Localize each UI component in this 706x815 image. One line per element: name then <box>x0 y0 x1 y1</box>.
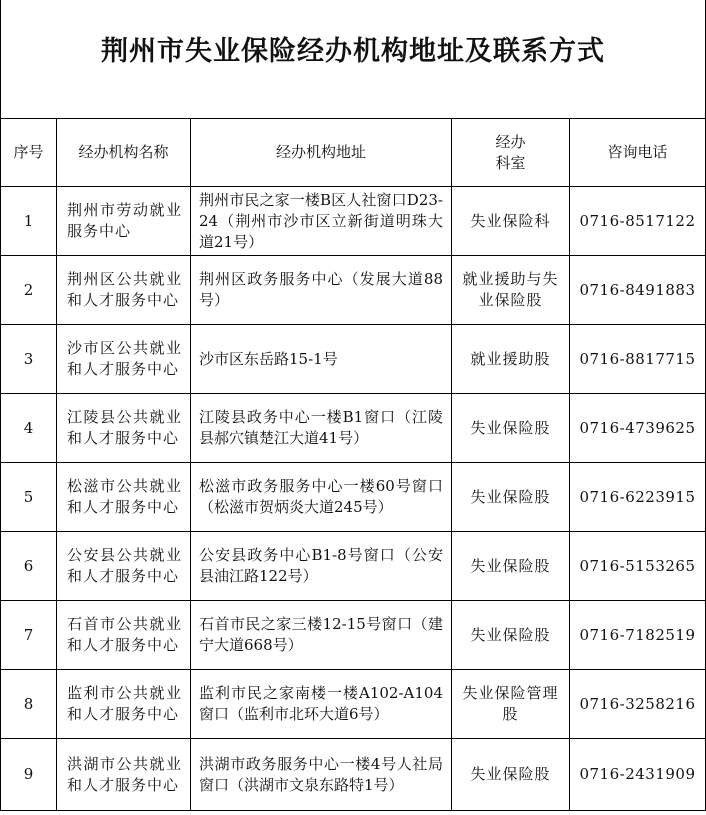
row-address: 洪湖市政务服务中心一楼4号人社局窗口（洪湖市文泉东路特1号） <box>191 739 452 811</box>
row-agency-name: 江陵县公共就业和人才服务中心 <box>57 394 191 463</box>
table-row <box>1 256 706 325</box>
row-phone: 0716-2431909 <box>570 739 706 811</box>
header-name: 经办机构名称 <box>57 119 191 187</box>
row-department: 失业保险管理股 <box>452 670 570 739</box>
row-seq: 7 <box>1 601 57 670</box>
table-header-row <box>1 119 706 187</box>
row-department: 失业保险股 <box>452 532 570 601</box>
row-agency-name: 公安县公共就业和人才服务中心 <box>57 532 191 601</box>
row-phone: 0716-5153265 <box>570 532 706 601</box>
header-dept-line2: 科室 <box>495 153 526 172</box>
row-phone: 0716-8517122 <box>570 187 706 256</box>
row-phone: 0716-8817715 <box>570 325 706 394</box>
row-seq: 2 <box>1 256 57 325</box>
table-row <box>1 463 706 532</box>
table-row <box>1 601 706 670</box>
table-row <box>1 325 706 394</box>
row-department: 失业保险股 <box>452 601 570 670</box>
header-dept <box>452 119 570 187</box>
table-row <box>1 394 706 463</box>
row-agency-name: 石首市公共就业和人才服务中心 <box>57 601 191 670</box>
table-row <box>1 739 706 811</box>
row-address: 石首市民之家三楼12-15号窗口（建宁大道668号） <box>191 601 452 670</box>
row-agency-name: 荆州区公共就业和人才服务中心 <box>57 256 191 325</box>
row-department: 失业保险股 <box>452 394 570 463</box>
row-address: 监利市民之家南楼一楼A102-A104窗口（监利市北环大道6号） <box>191 670 452 739</box>
row-agency-name: 洪湖市公共就业和人才服务中心 <box>57 739 191 811</box>
row-agency-name: 荆州市劳动就业服务中心 <box>57 187 191 256</box>
table-row <box>1 670 706 739</box>
agency-table <box>0 118 706 811</box>
row-department: 失业保险股 <box>452 739 570 811</box>
row-department: 就业援助与失业保险股 <box>452 256 570 325</box>
row-phone: 0716-6223915 <box>570 463 706 532</box>
row-phone: 0716-7182519 <box>570 601 706 670</box>
table-row <box>1 532 706 601</box>
row-seq: 1 <box>1 187 57 256</box>
row-department: 失业保险股 <box>452 463 570 532</box>
header-address: 经办机构地址 <box>191 119 452 187</box>
row-seq: 4 <box>1 394 57 463</box>
header-seq: 序号 <box>1 119 57 187</box>
table-row <box>1 187 706 256</box>
row-agency-name: 松滋市公共就业和人才服务中心 <box>57 463 191 532</box>
row-phone: 0716-4739625 <box>570 394 706 463</box>
header-dept-line1: 经办 <box>495 132 526 151</box>
page-title: 荆州市失业保险经办机构地址及联系方式 <box>101 35 605 67</box>
row-department: 就业援助股 <box>452 325 570 394</box>
row-department: 失业保险科 <box>452 187 570 256</box>
row-phone: 0716-8491883 <box>570 256 706 325</box>
row-seq: 6 <box>1 532 57 601</box>
row-seq: 3 <box>1 325 57 394</box>
row-phone: 0716-3258216 <box>570 670 706 739</box>
row-seq: 5 <box>1 463 57 532</box>
row-address: 公安县政务中心B1-8号窗口（公安县油江路122号） <box>191 532 452 601</box>
row-seq: 8 <box>1 670 57 739</box>
row-address: 松滋市政务服务中心一楼60号窗口（松滋市贺炳炎大道245号） <box>191 463 452 532</box>
header-phone: 咨询电话 <box>570 119 706 187</box>
row-address: 沙市区东岳路15-1号 <box>191 325 452 394</box>
row-agency-name: 沙市区公共就业和人才服务中心 <box>57 325 191 394</box>
row-address: 江陵县政务中心一楼B1窗口（江陵县郝穴镇楚江大道41号） <box>191 394 452 463</box>
row-agency-name: 监利市公共就业和人才服务中心 <box>57 670 191 739</box>
row-address: 荆州市民之家一楼B区人社窗口D23-24（荆州市沙市区立新街道明珠大道21号） <box>191 187 452 256</box>
row-seq: 9 <box>1 739 57 811</box>
title-area <box>0 0 706 118</box>
row-address: 荆州区政务服务中心（发展大道88号） <box>191 256 452 325</box>
